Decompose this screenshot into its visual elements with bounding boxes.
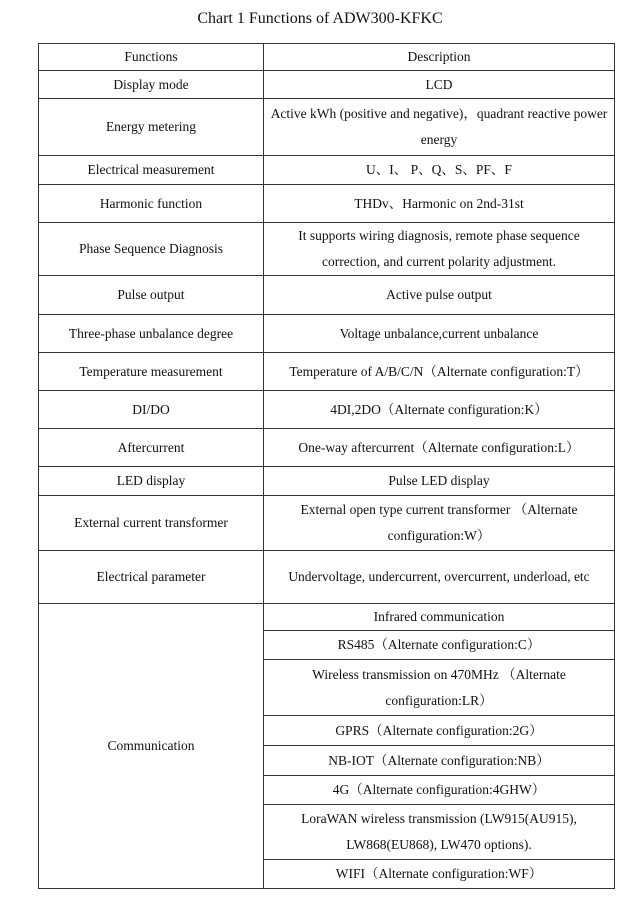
communication-item: LoraWAN wireless transmission (LW915(AU915), LW868(EU868), LW470 options). [264, 805, 615, 860]
function-cell: Phase Sequence Diagnosis [39, 223, 264, 276]
communication-row [39, 604, 615, 631]
description-cell: Active kWh (positive and negative)，quadrant reactive power energy [264, 99, 615, 156]
description-cell: LCD [264, 71, 615, 99]
description-cell: THDv、Harmonic on 2nd-31st [264, 185, 615, 223]
description-cell: External open type current transformer （Alternate configuration:W） [264, 496, 615, 551]
communication-item: Wireless transmission on 470MHz （Alternate configuration:LR） [264, 660, 615, 716]
table-row [39, 429, 615, 467]
header-functions: Functions [39, 44, 264, 71]
function-cell: Temperature measurement [39, 353, 264, 391]
description-cell: 4DI,2DO（Alternate configuration:K） [264, 391, 615, 429]
description-cell: Voltage unbalance,current unbalance [264, 315, 615, 353]
communication-item: Infrared communication [264, 604, 615, 631]
function-cell: DI/DO [39, 391, 264, 429]
table-row [39, 391, 615, 429]
communication-item: WIFI（Alternate configuration:WF） [264, 860, 615, 889]
function-cell: Electrical parameter [39, 551, 264, 604]
function-cell: Aftercurrent [39, 429, 264, 467]
header-description: Description [264, 44, 615, 71]
description-cell: Temperature of A/B/C/N（Alternate configuration:T） [264, 353, 615, 391]
table-row [39, 223, 615, 276]
table-row [39, 496, 615, 551]
function-cell: Electrical measurement [39, 156, 264, 185]
table-row [39, 353, 615, 391]
function-cell: LED display [39, 467, 264, 496]
table-row [39, 551, 615, 604]
table-row [39, 276, 615, 315]
table-row [39, 467, 615, 496]
description-cell: U、I、 P、Q、S、PF、F [264, 156, 615, 185]
function-cell: Energy metering [39, 99, 264, 156]
communication-function-cell: Communication [39, 604, 264, 889]
description-cell: Active pulse output [264, 276, 615, 315]
table-row [39, 71, 615, 99]
description-cell: Undervoltage, undercurrent, overcurrent, underload, etc [264, 551, 615, 604]
functions-table [38, 43, 615, 889]
table-row [39, 315, 615, 353]
table-row [39, 185, 615, 223]
function-cell: Pulse output [39, 276, 264, 315]
function-cell: Display mode [39, 71, 264, 99]
description-cell: One-way aftercurrent（Alternate configuration:L） [264, 429, 615, 467]
function-cell: Harmonic function [39, 185, 264, 223]
communication-item: 4G（Alternate configuration:4GHW） [264, 776, 615, 805]
communication-item: NB-IOT（Alternate configuration:NB） [264, 746, 615, 776]
table-row [39, 99, 615, 156]
description-cell: It supports wiring diagnosis, remote phase sequence correction, and current polarity adjustment. [264, 223, 615, 276]
description-cell: Pulse LED display [264, 467, 615, 496]
function-cell: Three-phase unbalance degree [39, 315, 264, 353]
communication-item: GPRS（Alternate configuration:2G） [264, 716, 615, 746]
function-cell: External current transformer [39, 496, 264, 551]
communication-item: RS485（Alternate configuration:C） [264, 631, 615, 660]
table-row [39, 156, 615, 185]
table-title: Chart 1 Functions of ADW300-KFKC [197, 10, 443, 27]
table-header-row [39, 44, 615, 71]
